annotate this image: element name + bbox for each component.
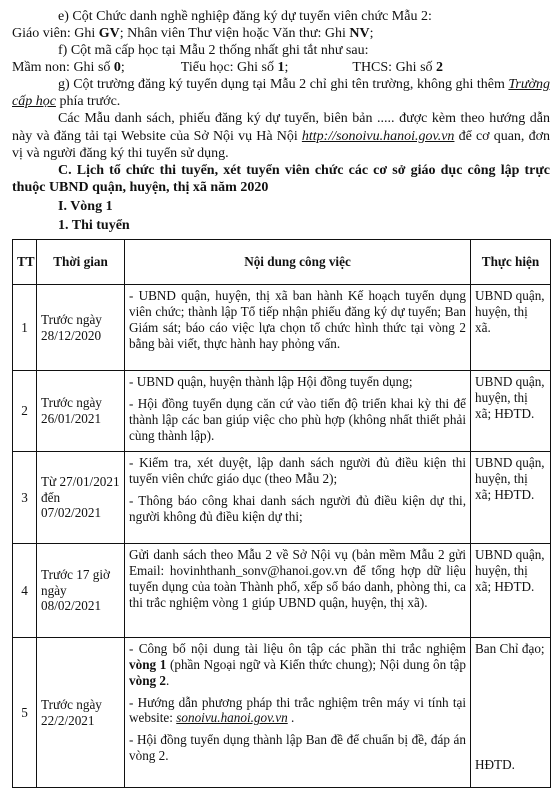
sonoivu-link[interactable]: http://sonoivu.hanoi.gov.vn — [301, 128, 455, 144]
round-1-heading: I. Vòng 1 — [58, 198, 113, 214]
row-time: Từ 27/01/2021 đến 07/02/2021 — [37, 452, 125, 544]
paragraph-f-values: Mầm non: Ghi số 0; Tiểu học: Ghi số 1; THCS: Ghi số 2 — [12, 60, 444, 76]
row-number: 4 — [13, 544, 37, 638]
row-content: Gửi danh sách theo Mẫu 2 về Sở Nội vụ (bản mềm Mẫu 2 gửi Email: hovinhthanh_sonv@hanoi.gov.vn để tổng hợp dữ liệu tuyển dụng của toàn Thành phố, xếp số báo danh, phòng thi, ca thi trắc nghiệm vòng 1 giúp UBND quận, huyện, thị xã). — [125, 544, 471, 638]
paragraph-e-title: e) Cột Chức danh nghề nghiệp đăng ký dự tuyển viên chức Mẫu 2: — [58, 9, 432, 24]
section-c-heading: C. Lịch tổ chức thi tuyển, xét tuyển viên chức các cơ sở giáo dục công lập trực thuộc UBND quận, huyện, thị xã năm 2020 — [12, 162, 550, 195]
table-row — [13, 544, 551, 638]
exam-heading: 1. Thi tuyển — [58, 217, 130, 233]
row-number: 2 — [13, 371, 37, 452]
row-time: Trước ngày 28/12/2020 — [37, 285, 125, 371]
row-time: Trước ngày 26/01/2021 — [37, 371, 125, 452]
table-row — [13, 452, 551, 544]
row-time: Trước 17 giờ ngày 08/02/2021 — [37, 544, 125, 638]
table-row — [13, 285, 551, 371]
row-number: 3 — [13, 452, 37, 544]
header-exec: Thực hiện — [471, 240, 551, 285]
row-number: 1 — [13, 285, 37, 371]
header-tt: TT — [13, 240, 37, 285]
row-content: - UBND quận, huyện thành lập Hội đồng tuyển dụng; - Hội đồng tuyển dụng căn cứ vào tiến độ triển khai kỳ thi để thành lập các ban giúp việc cho phù hợp (không nhất thiết phải cùng thành lập). — [125, 371, 471, 452]
paragraph-forms: Các Mẫu danh sách, phiếu đăng ký dự tuyển, biên bản ..... được kèm theo hướng dẫn này và đăng tải tại Website của Sở Nội vụ Hà Nội http://sonoivu.hanoi.gov.vn để cơ quan, đơn vị và người đăng ký thi tuyển sử dụng. — [12, 111, 550, 161]
row-content: - Công bố nội dung tài liệu ôn tập các phần thi trắc nghiệm vòng 1 (phần Ngoại ngữ và Kiến thức chung); Nội dung ôn tập vòng 2. - Hướng dẫn phương pháp thi trắc nghiệm trên máy vi tính tại website: sonoivu.hanoi.gov.vn . - Hội đồng tuyển dụng thành lập Ban đề để chuẩn bị đề, đáp án vòng 2. — [125, 638, 471, 788]
paragraph-g: g) Cột trường đăng ký tuyển dụng tại Mẫu 2 chỉ ghi tên trường, không ghi thêm Trường cấp học phía trước. — [12, 77, 550, 110]
table-row — [13, 371, 551, 452]
row-number: 5 — [13, 638, 37, 788]
row-exec: UBND quận, huyện, thị xã. — [471, 285, 551, 371]
paragraph-f-title: f) Cột mã cấp học tại Mẫu 2 thống nhất ghi tắt như sau: — [58, 43, 369, 59]
paragraph-e-values: Giáo viên: Ghi GV; Nhân viên Thư viện hoặc Văn thư: Ghi NV; — [12, 26, 374, 42]
row-exec: UBND quận, huyện, thị xã; HĐTD. — [471, 371, 551, 452]
header-time: Thời gian — [37, 240, 125, 285]
table-row — [13, 638, 551, 788]
sonoivu-website-link[interactable]: sonoivu.hanoi.gov.vn — [176, 710, 288, 726]
row-exec: Ban Chỉ đạo; HĐTD. — [471, 638, 551, 788]
schedule-table — [12, 239, 551, 788]
table-header-row — [13, 240, 551, 285]
header-content: Nội dung công việc — [125, 240, 471, 285]
row-content: - Kiểm tra, xét duyệt, lập danh sách người đủ điều kiện thi tuyển viên chức giáo dục (theo Mẫu 2); - Thông báo công khai danh sách người đủ điều kiện dự thi, người không đủ điều kiện dự thi; — [125, 452, 471, 544]
row-content: - UBND quận, huyện, thị xã ban hành Kế hoạch tuyển dụng viên chức; thành lập Tổ tiếp nhận phiếu đăng ký dự tuyển; Ban Giám sát; báo cáo việc lựa chọn tổ chức hình thức tại vòng 2 bằng bài viết, thực hành hay phỏng vấn. — [125, 285, 471, 371]
row-exec: UBND quận, huyện, thị xã; HĐTD. — [471, 452, 551, 544]
row-exec: UBND quận, huyện, thị xã; HĐTD. — [471, 544, 551, 638]
row-time: Trước ngày 22/2/2021 — [37, 638, 125, 788]
